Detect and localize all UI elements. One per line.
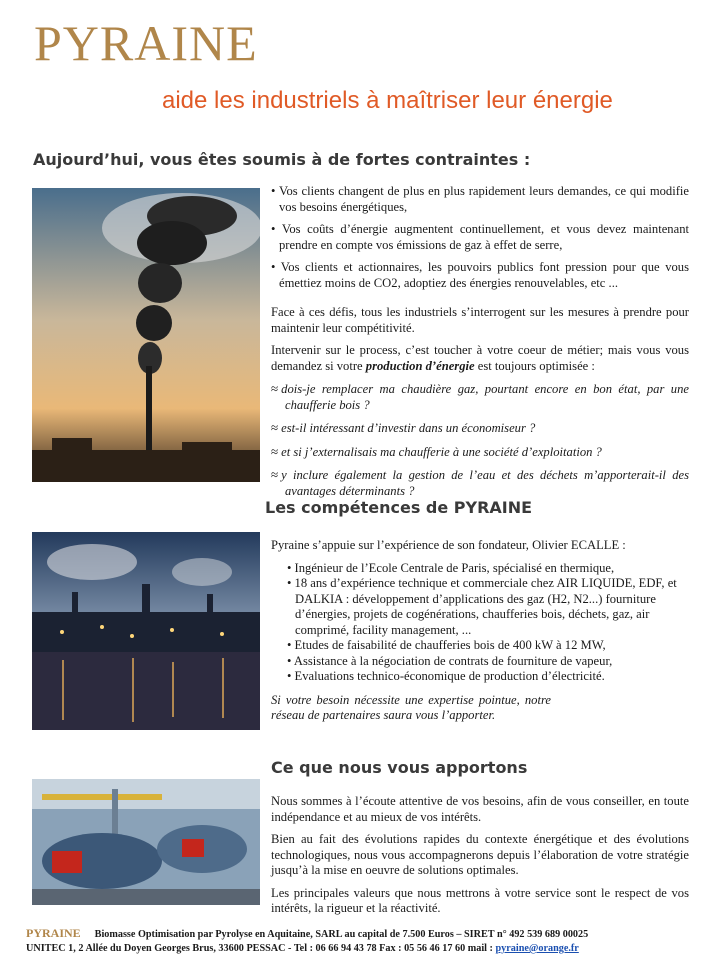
- boiler-room-photo: [32, 779, 260, 905]
- process-paragraph: Intervenir sur le process, c’est toucher à votre coeur de métier; mais vous vous demandez si votre production d’énergie est toujours optimisée :: [271, 343, 689, 373]
- competences-text-block: [271, 538, 689, 731]
- constraint-bullet: • Vos coûts d’énergie augmentent continuellement, et vous devez maintenant prendre en compte vos émissions de gaz à effet de serre,: [271, 222, 689, 252]
- wave-marker-icon: ≈: [271, 420, 279, 435]
- tagline: aide les industriels à maîtriser leur énergie: [162, 87, 613, 114]
- benefits-text-block: [271, 794, 689, 924]
- list-item: • Ingénieur de l’Ecole Centrale de Paris, spécialisé en thermique,: [287, 560, 615, 575]
- footer-line-1: PYRAINE Biomasse Optimisation par Pyrolyse en Aquitaine, SARL au capital de 7.500 Euros – SIRET n° 492 539 689 00025: [26, 926, 589, 940]
- partners-note: Si votre besoin nécessite une expertise pointue, notre réseau de partenaires saura vous l’apporter.: [271, 692, 551, 722]
- section-heading-constraints: Aujourd’hui, vous êtes soumis à de fortes contraintes :: [33, 150, 531, 169]
- wave-marker-icon: ≈: [271, 467, 279, 482]
- list-item: • Etudes de faisabilité de chaufferies bois de 400 kW à 12 MW,: [287, 638, 606, 652]
- energy-production-emphasis: production d’énergie: [365, 358, 475, 373]
- question-item: ≈ y inclure également la gestion de l’eau et des déchets m’apporterait-il des avantages déterminants ?: [271, 467, 689, 498]
- wave-marker-icon: ≈: [271, 381, 279, 396]
- list-item: • Evaluations technico-économique de production d’électricité.: [287, 669, 605, 683]
- question-item: ≈ dois-je remplacer ma chaudière gaz, pourtant encore en bon état, par une chaufferie bois ?: [271, 381, 689, 412]
- section-heading-competences: Les compétences de PYRAINE: [265, 498, 533, 517]
- constraints-text-block: [271, 184, 689, 506]
- challenges-paragraph: Face à ces défis, tous les industriels s’interrogent sur les mesures à prendre pour maintenir leur compétitivité.: [271, 305, 689, 335]
- brand-title: PYRAINE: [34, 15, 258, 71]
- constraint-bullet: • Vos clients et actionnaires, les pouvoirs publics font pression pour que vous émettiez moins de CO2, adoptiez des énergies renouvelables, etc ...: [271, 260, 689, 290]
- footer: [26, 926, 676, 956]
- list-item: • Assistance à la négociation de contrats de fourniture de vapeur,: [287, 653, 613, 668]
- competences-intro: Pyraine s’appuie sur l’expérience de son fondateur, Olivier ECALLE :: [271, 538, 626, 552]
- footer-line-2: UNITEC 1, 2 Allée du Doyen Georges Brus, 33600 PESSAC - Tel : 06 66 94 43 78 Fax : 05 56 46 17 60 mail : pyraine@orange.fr: [26, 943, 579, 954]
- benefit-paragraph: Bien au fait des évolutions rapides du contexte énergétique et des évolutions technologiques, nous vous accompagnerons depuis l’élaboration de votre stratégie jusqu’à la mise en oeuvre de solutions optimales.: [271, 832, 689, 877]
- constraint-bullet: • Vos clients changent de plus en plus rapidement leurs demandes, ce qui modifie vos besoins énergétiques,: [271, 184, 689, 214]
- wave-marker-icon: ≈: [271, 443, 279, 459]
- email-link[interactable]: pyraine@orange.fr: [495, 943, 579, 954]
- question-item: ≈ et si j’externalisais ma chaufferie à une société d’exploitation ?: [271, 443, 602, 459]
- industrial-plant-photo: [32, 532, 260, 730]
- benefit-paragraph: Les principales valeurs que nous mettrons à votre service sont le respect de vos intérêts, la rigueur et la réactivité.: [271, 885, 689, 915]
- list-item: • 18 ans d’expérience technique et commerciale chez AIR LIQUIDE, EDF, et DALKIA : développement d’applications des gaz (H2, N2...) fourniture d’énergies, projets de cogénérations, chaufferies bois, déchets, gaz, air comprimé, facility management, ...: [287, 576, 677, 637]
- question-item: ≈ est-il intéressant d’investir dans un économiseur ?: [271, 420, 536, 435]
- section-heading-benefits: Ce que nous vous apportons: [271, 758, 528, 777]
- smokestack-photo: [32, 188, 260, 482]
- benefit-paragraph: Nous sommes à l’écoute attentive de vos besoins, afin de vous conseiller, en toute indépendance et au mieux de vos intérêts.: [271, 794, 689, 824]
- competences-list: [271, 561, 689, 685]
- footer-brand: PYRAINE: [26, 926, 81, 940]
